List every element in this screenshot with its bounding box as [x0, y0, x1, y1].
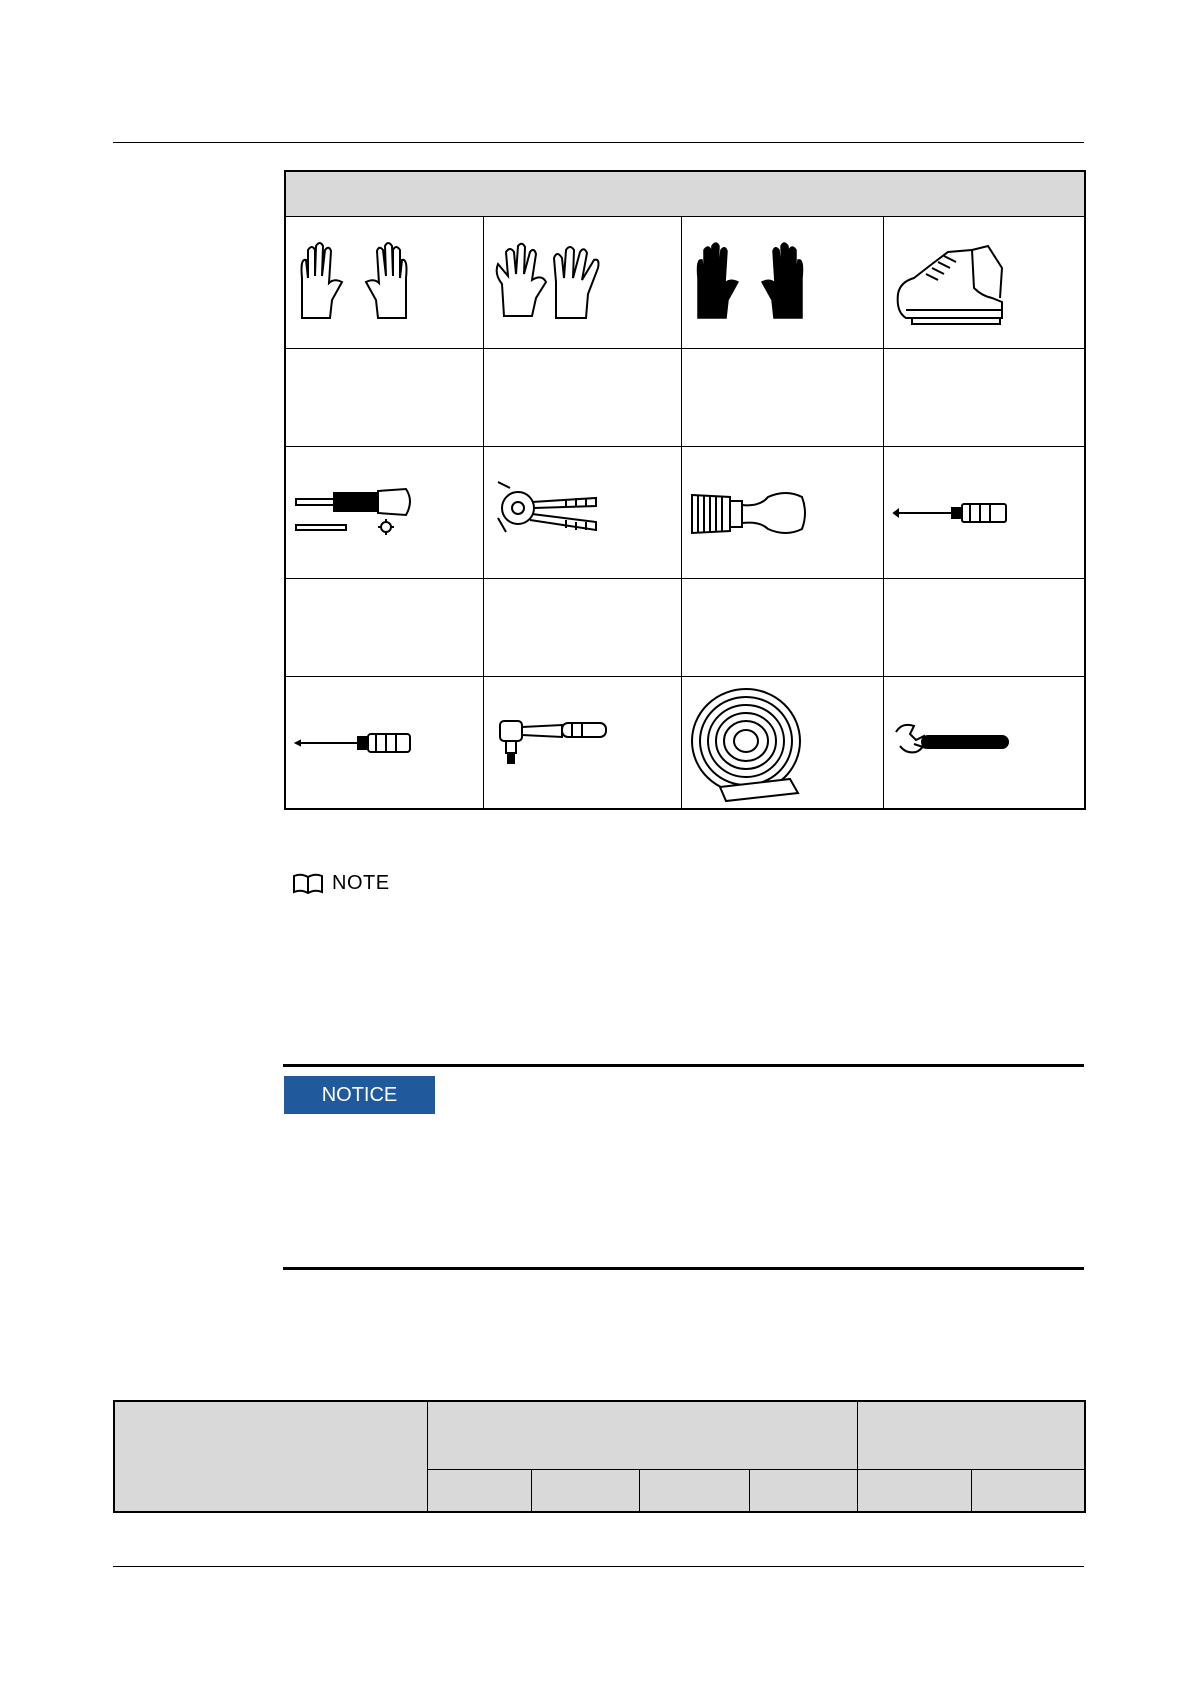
tool-name-cell [883, 349, 1085, 447]
tool-cell-torque-screwdriver [285, 447, 483, 579]
tool-name-cell [285, 349, 483, 447]
header-rule [113, 142, 1084, 143]
book-icon [292, 873, 324, 895]
tool-name-cell [883, 579, 1085, 677]
spec-header-group-cell [427, 1401, 857, 1469]
tool-name-cell [483, 579, 681, 677]
footer-rule [113, 1566, 1084, 1567]
torque-screwdriver-icon [294, 483, 424, 543]
torque-wrench-icon [492, 713, 612, 773]
note-label: NOTE [332, 872, 390, 894]
notice-badge: NOTICE [284, 1076, 435, 1114]
tool-name-cell [681, 579, 883, 677]
tools-table-header [285, 171, 1085, 217]
spec-subheader-cell [857, 1469, 971, 1512]
spec-subheader-cell [749, 1469, 857, 1512]
esd-gloves-icon [690, 238, 810, 328]
tool-cell-insulated-gloves [285, 217, 483, 349]
tool-cell-protective-gloves [483, 217, 681, 349]
spec-subheader-cell [971, 1469, 1085, 1512]
tool-cell-esd-gloves [681, 217, 883, 349]
tool-cell-safety-boots [883, 217, 1085, 349]
tool-name-cell [285, 579, 483, 677]
spec-header-cell [114, 1401, 427, 1512]
tool-cell-cable-cutter [483, 447, 681, 579]
safety-boots-icon [892, 238, 1012, 328]
adjustable-wrench-icon [892, 718, 1012, 768]
flat-head-screwdriver-icon [892, 493, 1012, 533]
insulated-gloves-icon [294, 238, 414, 328]
tool-cell-phillips-screwdriver [285, 677, 483, 810]
tool-cell-paint-brush [681, 447, 883, 579]
tool-name-cell [483, 349, 681, 447]
spec-header-group-cell [857, 1401, 1085, 1469]
spec-table-header [113, 1400, 1086, 1513]
paint-brush-icon [690, 483, 810, 543]
insulation-tape-icon [690, 683, 810, 803]
tool-name-cell [681, 349, 883, 447]
tool-cell-flat-head-screwdriver [883, 447, 1085, 579]
protective-gloves-icon [492, 238, 612, 328]
tools-table [284, 170, 1086, 810]
note-heading [292, 872, 390, 895]
notice-bottom-rule [283, 1267, 1084, 1270]
spec-subheader-cell [427, 1469, 531, 1512]
phillips-screwdriver-icon [294, 723, 414, 763]
cable-cutter-icon [492, 478, 612, 548]
tool-cell-torque-wrench [483, 677, 681, 810]
spec-subheader-cell [639, 1469, 749, 1512]
spec-subheader-cell [531, 1469, 639, 1512]
notice-top-rule [283, 1064, 1084, 1067]
tool-cell-insulation-tape [681, 677, 883, 810]
tool-cell-adjustable-wrench [883, 677, 1085, 810]
